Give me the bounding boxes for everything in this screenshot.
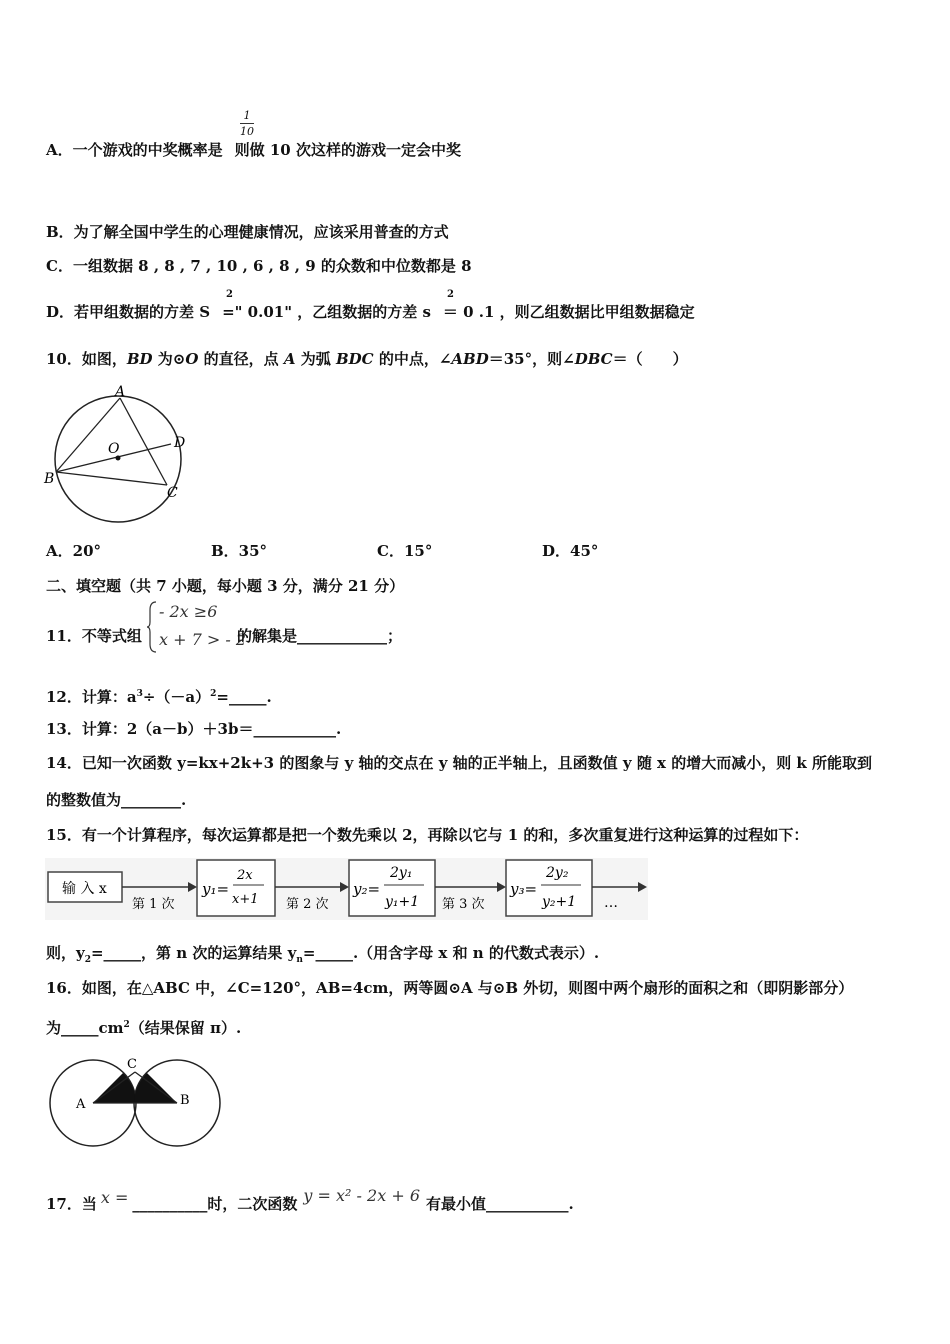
- step-3-label: 第 3 次: [442, 897, 485, 912]
- question-10-stem: 10．如图，BD 为⊙O 的直径，点 A 为弧 BDC 的中点，∠ABD＝35°，则∠DBC＝（ ）: [46, 350, 688, 368]
- step-2-label: 第 2 次: [286, 897, 329, 912]
- label-c: C: [127, 1057, 137, 1072]
- option-a-q9: A．一个游戏的中奖概率是 则做 10 次这样的游戏一定会中奖: [46, 141, 461, 159]
- step-1-label: 第 1 次: [132, 897, 175, 912]
- label-a: A: [76, 1097, 86, 1112]
- label-o: O: [108, 441, 120, 457]
- question-16-line1: 16．如图，在△ABC 中，∠C=120°，AB=4cm，两等圆⊙A 与⊙B 外切，则图中两个扇形的面积之和（即阴影部分）: [46, 979, 854, 997]
- question-13: 13．计算：2（a－b）＋3b＝___________.: [46, 720, 342, 738]
- question-17: 17．当 x = __________时，二次函数 y = x² - 2x + 6 有最小值___________.: [46, 1186, 574, 1213]
- superscript: 2: [447, 289, 454, 300]
- option-c-q9: C．一组数据 8 , 8 , 7 , 10 , 6 , 8 , 9 的众数和中位数都是 8: [46, 257, 472, 275]
- y1-den: x+1: [232, 892, 259, 907]
- option-d-q9: D．若甲组数据的方差 S =" 0.01" ，乙组数据的方差 s ＝ 0 .1 ，则乙组数据比甲组数据稳定: [46, 303, 695, 321]
- segment-bc: [56, 472, 167, 485]
- label-c: C: [167, 485, 178, 501]
- y2-num: 2y₁: [390, 865, 413, 881]
- option-c-q10: C．15°: [377, 542, 433, 560]
- fraction-numerator: 1: [243, 109, 251, 122]
- y3-den: y₂+1: [542, 894, 577, 910]
- circles-figure-q16: [44, 1052, 224, 1152]
- y3-lhs: y₃=: [510, 880, 538, 898]
- question-15-answer: 则，$y_2=\_\_\_\_\_$，第 n 次的运算结果 $y_n=\_\_\_\_\_$.（用含字母 x 和 n 的代数式表示）.: [46, 944, 600, 965]
- label-b: B: [180, 1093, 190, 1108]
- label-d: D: [174, 435, 186, 451]
- question-14-line1: 14．已知一次函数 y=kx+2k+3 的图象与 y 轴的交点在 y 轴的正半轴上，且函数值 y 随 x 的增大而减小，则 k 所能取到: [46, 754, 873, 772]
- question-11-pre: 11．不等式组: [46, 627, 142, 645]
- section-heading: 二、填空题（共 7 小题，每小题 3 分，满分 21 分）: [46, 577, 405, 595]
- option-b-q10: B．35°: [211, 542, 268, 560]
- input-label: 输 入 x: [62, 881, 107, 897]
- option-a-q10: A．20°: [46, 542, 102, 560]
- brace-icon: [146, 600, 158, 654]
- question-16-line2: 为$\_\_\_\_\_cm^2$（结果保留 π）.: [46, 1019, 242, 1037]
- segment-ab: [56, 398, 120, 472]
- flow-diagram-q15: [44, 854, 650, 924]
- y2-lhs: y₂=: [353, 880, 381, 898]
- label-a: A: [115, 384, 126, 400]
- circle-figure-q10: [40, 380, 200, 530]
- ellipsis: …: [604, 895, 618, 911]
- y1-lhs: y₁=: [202, 880, 230, 898]
- question-11-post: 的解集是____________；: [237, 627, 403, 645]
- y1-num: 2x: [237, 868, 253, 883]
- y3-num: 2y₂: [546, 865, 569, 881]
- inequality-1: - 2x ≥6: [159, 602, 218, 621]
- option-d-q10: D．45°: [542, 542, 599, 560]
- question-14-line2: 的整数值为________.: [46, 791, 187, 809]
- label-b: B: [44, 471, 55, 487]
- superscript: 2: [226, 289, 233, 300]
- fraction-bar: [240, 123, 254, 124]
- option-b-q9: B．为了解全国中学生的心理健康情况，应该采用普查的方式: [46, 223, 449, 241]
- y2-den: y₁+1: [385, 894, 420, 910]
- inequality-2: x + 7 > - 2: [159, 630, 247, 649]
- question-15-stem: 15．有一个计算程序，每次运算都是把一个数先乘以 2，再除以它与 1 的和，多次重复进行这种运算的过程如下：: [46, 826, 809, 844]
- question-12: 12．计算：$a^3\div(-a)^2=\_\_\_\_\_$.: [46, 688, 272, 706]
- fraction-denominator: 10: [240, 125, 254, 138]
